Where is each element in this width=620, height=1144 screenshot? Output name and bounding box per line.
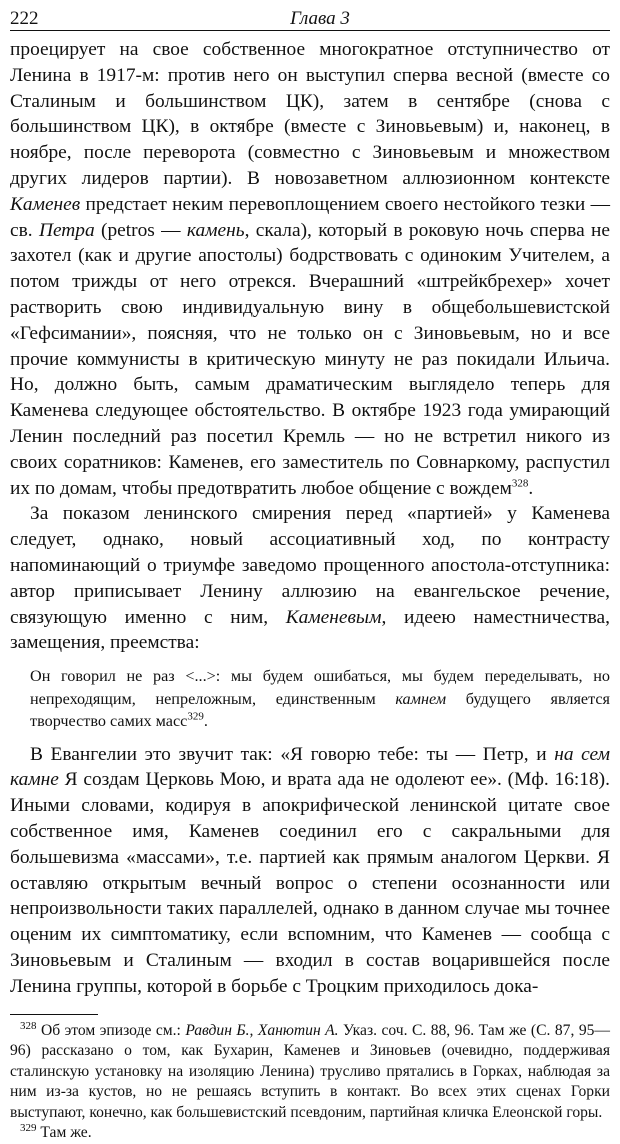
- text-run: предстает неким перевоплощением своего нестойкого тезки — св.: [10, 193, 610, 241]
- text-run: Об этом эпизоде см.:: [36, 1021, 186, 1039]
- footnote-divider: [10, 1014, 98, 1015]
- text-run: Там же.: [36, 1124, 92, 1142]
- italic-run: камень: [186, 219, 245, 241]
- text-run: будущего является творчество самих масс: [30, 689, 610, 731]
- text-run: проецирует на свое собственное многократное отступничество от Ленина в 1917-м: против него он выступил сперва весной (вместе со Сталиным и большинством ЦК), затем в сентябре (снова с большинством ЦК), в октябре (вместе с Зиновьевым) и, наконец, в ноябре, после переворота (совместно с Зиновьевым и множеством других лидеров партии). В новозаветном аллюзионном контексте: [10, 39, 610, 189]
- footnote-number: 329: [20, 1121, 37, 1134]
- italic-run: камнем: [395, 689, 447, 708]
- text-run: Он говорил не раз <...>: мы будем ошибаться, мы будем переделывать, но непреходящим, непреложным, единственным: [30, 667, 610, 708]
- page-body: [10, 37, 610, 1144]
- text-run: Я создам Церковь Мою, и врата ада не одолеют ее». (Мф. 16:18). Иными словами, кодируя в апокрифической ленинской цитате свое собственное имя, Каменев соединил его с сакральными для большевизма «массами», т.е. партией как прямым аналогом Церкви. Я оставляю открытым вечный вопрос о степени осознанности или непроизвольности таких параллелей, однако в данном случае мы точнее оценим их симптоматику, если вспомним, что Каменев — сообща с Зиновьевым и Сталиным — входил в состав воцарившейся после Ленина группы, которой в борьбе с Троцким приходилось дока-: [10, 769, 610, 997]
- paragraph-3: [10, 742, 610, 1000]
- text-run: Указ. соч. С. 88, 96. Там же (С. 87, 95—96) рассказано о том, как Бухарин, Каменев и Зиновьев (очевидно, поддерживая сталинскую установку на изоляцию Ленина) трусливо прятались в Горках, наблюдая за ним из-за кустов, но не решаясь вступить в контакт. Во всех этих сценах Горки выступают, конечно, как большевистский псевдоним, партийная кличка Елеонской горы.: [10, 1021, 611, 1121]
- text-run: , скала), который в роковую ночь сперва не захотел (как и другие апостолы) бодрствовать с одиноким Учителем, а потом трижды от него отрекся. Вчерашний «штрейкбрехер» хочет растворить свою индивидуальную вину в общебольшевистской «Гефсимании», поясняя, что не только он с Зиновьевым, но и все прочие коммунисты в критическую минуту не раз покидали Ильича. Но, должно быть, самым драматическим выглядело теперь для Каменева следующее обстоятельство. В октябре 1923 года умирающий Ленин последний раз посетил Кремль — но не встретил никого из своих соратников: Каменев, его заместитель по Совнаркому, распустил их по домам, чтобы предотвратить любое общение с вождем: [10, 219, 610, 499]
- running-head: Глава 3: [290, 8, 350, 29]
- italic-run: на сем камне: [10, 743, 610, 791]
- italic-run: Петра: [38, 219, 95, 241]
- text-run: В Евангелии это звучит так: «Я говорю тебе: ты — Петр, и: [30, 743, 555, 765]
- text-run: (petros —: [94, 219, 187, 241]
- footnote-ref-329[interactable]: 329: [187, 710, 204, 723]
- paragraph-1: [10, 37, 610, 501]
- text-run: , идеею наместничества, замещения, преемства:: [10, 606, 610, 654]
- paragraph-2: [10, 501, 610, 656]
- text-run: За показом ленинского смирения перед «партией» у Каменева следует, однако, новый ассоциативный ход, по контрасту напоминающий о триумфе заведомо прощенного апостола-отступника: автор приписывает Ленину аллюзию на евангельское речение, связующую именно с ним,: [10, 503, 610, 628]
- footnote-328: [10, 1021, 610, 1124]
- italic-run: Равдин Б., Ханютин А.: [185, 1021, 339, 1039]
- footnote-number: 328: [20, 1019, 37, 1032]
- text-run: .: [203, 712, 208, 731]
- page-header: [10, 4, 610, 31]
- italic-run: Каменевым: [285, 606, 382, 628]
- page-number: 222: [10, 8, 39, 29]
- footnote-ref-328[interactable]: 328: [511, 477, 529, 490]
- block-quote: [30, 665, 610, 733]
- text-run: .: [528, 477, 534, 499]
- footnote-329: [10, 1123, 610, 1144]
- italic-run: Каменев: [10, 193, 81, 215]
